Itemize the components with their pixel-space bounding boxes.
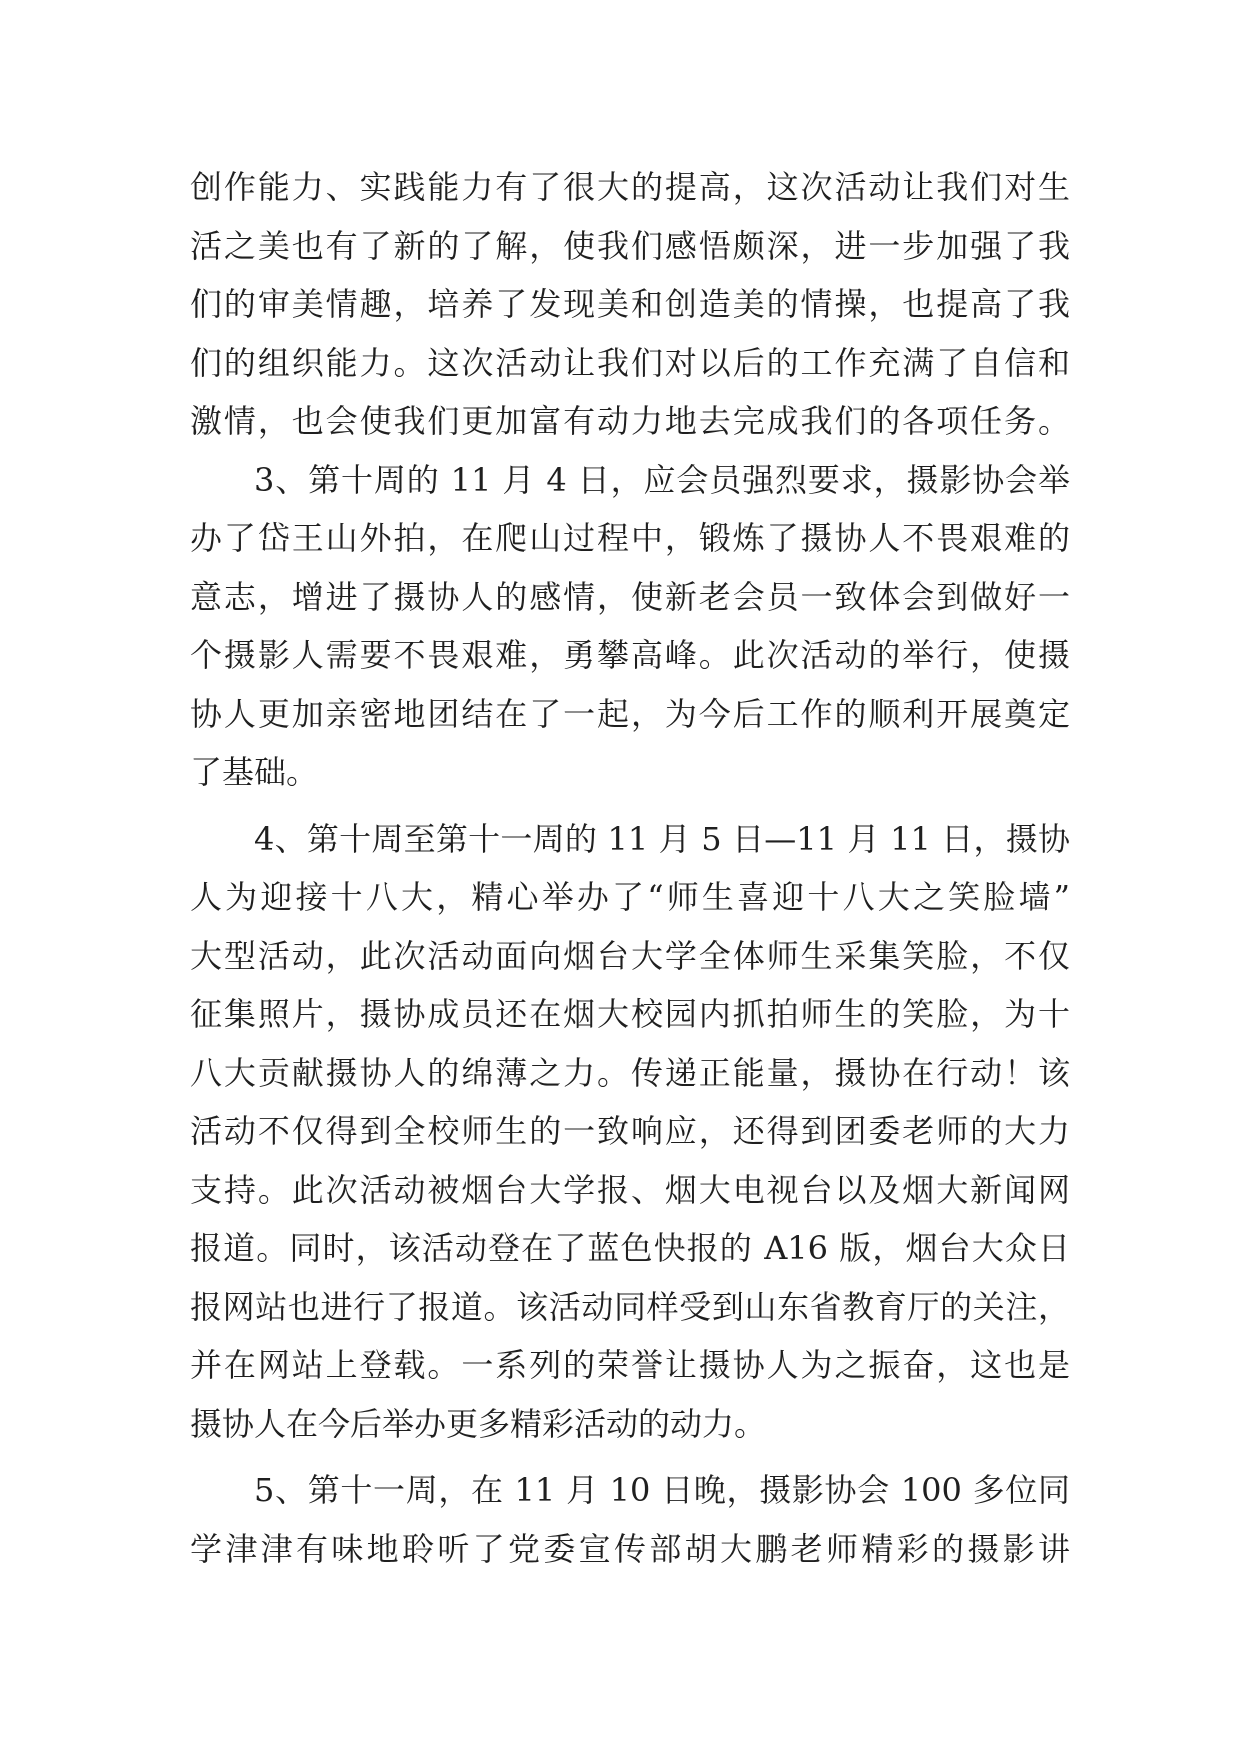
text-line: 5、第十一周，在 11 月 10 日晚，摄影协会 100 多位同: [254, 1471, 1070, 1509]
text-line: 4、第十周至第十一周的 11 月 5 日—11 月 11 日，摄协: [254, 819, 1070, 858]
text-line: 活动不仅得到全校师生的一致响应，还得到团委老师的大力: [190, 1112, 1070, 1150]
text-line: 3、第十周的 11 月 4 日，应会员强烈要求，摄影协会举: [254, 460, 1070, 499]
text-line: 征集照片，摄协成员还在烟大校园内抓拍师生的笑脸，为十: [190, 995, 1070, 1033]
text-line: 大型活动，此次活动面向烟台大学全体师生采集笑脸，不仅: [190, 936, 1070, 975]
text-line: 报道。同时，该活动登在了蓝色快报的 A16 版，烟台大众日: [190, 1229, 1070, 1267]
text-line: 们的组织能力。这次活动让我们对以后的工作充满了自信和: [190, 343, 1070, 382]
document-body: [190, 158, 1070, 1578]
text-line: 活之美也有了新的了解，使我们感悟颇深，进一步加强了我: [190, 226, 1070, 265]
text-line: 支持。此次活动被烟台大学报、烟大电视台以及烟大新闻网: [190, 1170, 1070, 1209]
text-line: 激情，也会使我们更加富有动力地去完成我们的各项任务。: [190, 402, 1070, 440]
text-line: 创作能力、实践能力有了很大的提高，这次活动让我们对生: [190, 168, 1070, 206]
text-line: 并在网站上登载。一系列的荣誉让摄协人为之振奋，这也是: [190, 1346, 1070, 1384]
text-line: 了基础。: [190, 753, 319, 791]
text-line: 人为迎接十八大，精心举办了“师生喜迎十八大之笑脸墙”: [190, 878, 1070, 916]
text-line: 们的审美情趣，培养了发现美和创造美的情操，也提高了我: [190, 285, 1070, 323]
text-line: 学津津有味地聆听了党委宣传部胡大鹏老师精彩的摄影讲: [190, 1529, 1070, 1568]
text-line: 意志，增进了摄协人的感情，使新老会员一致体会到做好一: [190, 577, 1070, 616]
paragraph-4: [190, 810, 1070, 1454]
text-line: 摄协人在今后举办更多精彩活动的动力。: [190, 1404, 767, 1443]
text-line: 八大贡献摄协人的绵薄之力。传递正能量，摄协在行动！该: [190, 1053, 1070, 1092]
paragraph-5: [190, 1461, 1070, 1578]
text-line: 报网站也进行了报道。该活动同样受到山东省教育厅的关注，: [190, 1287, 1070, 1326]
text-line: 协人更加亲密地团结在了一起，为今后工作的顺利开展奠定: [190, 694, 1070, 733]
text-line: 个摄影人需要不畏艰难，勇攀高峰。此次活动的举行，使摄: [190, 636, 1070, 674]
paragraph-spacer: [190, 802, 1070, 810]
paragraph-1: [190, 158, 1070, 451]
paragraph-3: [190, 451, 1070, 802]
paragraph-spacer: [190, 1453, 1070, 1461]
text-line: 办了岱王山外拍，在爬山过程中，锻炼了摄协人不畏艰难的: [190, 519, 1070, 557]
